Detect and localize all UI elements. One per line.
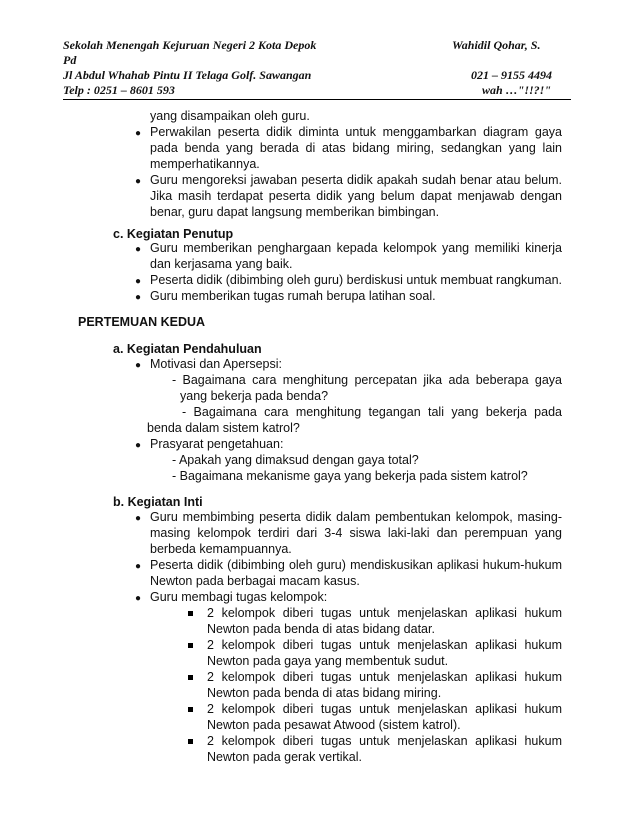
section-heading-intro: a. Kegiatan Pendahuluan	[113, 342, 262, 356]
square-bullet	[188, 675, 193, 680]
list-item: Guru mengoreksi jawaban peserta didik apakah sudah benar atau belum. Jika masih terdapat peserta didik yang belum dapat menjawab dengan benar, guru dapat langsung memberikan bimbingan.	[150, 173, 562, 219]
question-item: - Bagaimana cara menghitung percepatan jika ada beberapa gaya yang bekerja pada benda?	[172, 373, 562, 403]
bullet-dot: ●	[135, 292, 142, 303]
header-phone: 021 – 9155 4494	[471, 68, 552, 82]
list-item: Perwakilan peserta didik diminta untuk menggambarkan diagram gaya pada benda yang berada di atas bidang miring, sedangkan yang lain memperhatikannya.	[150, 125, 562, 171]
square-bullet	[188, 643, 193, 648]
list-item: Guru membagi tugas kelompok:	[150, 590, 328, 604]
square-bullet	[188, 707, 193, 712]
task-item: 2 kelompok diberi tugas untuk menjelaskan aplikasi hukum Newton pada gaya yang membentuk sudut.	[207, 638, 562, 668]
task-item: 2 kelompok diberi tugas untuk menjelaskan aplikasi hukum Newton pada pesawat Atwood (sistem katrol).	[207, 702, 562, 732]
bullet-dot: ●	[135, 513, 142, 524]
prereq-label: Prasyarat pengetahuan:	[150, 437, 284, 451]
bullet-dot: ●	[135, 176, 142, 187]
task-item: 2 kelompok diberi tugas untuk menjelaskan aplikasi hukum Newton pada benda di atas bidang miring.	[207, 670, 562, 700]
square-bullet	[188, 739, 193, 744]
prereq-item: - Bagaimana mekanisme gaya yang bekerja pada sistem katrol?	[172, 469, 528, 483]
bullet-dot: ●	[135, 440, 142, 451]
bullet-dot: ●	[135, 244, 142, 255]
header-telp: Telp : 0251 – 8601 593	[63, 83, 175, 97]
meeting-title: PERTEMUAN KEDUA	[78, 315, 206, 329]
header-address: Jl Abdul Whahab Pintu II Telaga Golf. Sawangan	[63, 68, 312, 82]
list-item: Guru memberikan tugas rumah berupa latihan soal.	[150, 289, 436, 303]
list-item: Peserta didik (dibimbing oleh guru) mendiskusikan aplikasi hukum-hukum Newton pada berbagai macam kasus.	[150, 558, 562, 588]
continuation-line: yang disampaikan oleh guru.	[150, 109, 310, 123]
header-divider	[63, 99, 571, 100]
task-item: 2 kelompok diberi tugas untuk menjelaskan aplikasi hukum Newton pada benda di atas bidang datar.	[207, 606, 562, 636]
section-heading-closing: c. Kegiatan Penutup	[113, 227, 234, 241]
prereq-item: - Apakah yang dimaksud dengan gaya total?	[172, 453, 419, 467]
question-item: - Bagaimana cara menghitung tegangan tali yang bekerja pada benda dalam sistem katrol?	[147, 405, 562, 435]
bullet-dot: ●	[135, 360, 142, 371]
bullet-dot: ●	[135, 561, 142, 572]
header-school: Sekolah Menengah Kejuruan Negeri 2 Kota Depok	[63, 38, 317, 52]
section-heading-core: b. Kegiatan Inti	[113, 495, 203, 509]
bullet-dot: ●	[135, 593, 142, 604]
header-author-suffix: Pd	[63, 53, 77, 67]
task-item: 2 kelompok diberi tugas untuk menjelaskan aplikasi hukum Newton pada gerak vertikal.	[207, 734, 562, 764]
header-wah: wah …"!!?!"	[482, 83, 552, 97]
header-author: Wahidil Qohar, S.	[452, 38, 541, 52]
bullet-dot: ●	[135, 128, 142, 139]
list-item: Guru memberikan penghargaan kepada kelompok yang memiliki kinerja dan kerjasama yang baik.	[150, 241, 562, 271]
motivation-label: Motivasi dan Apersepsi:	[150, 357, 283, 371]
list-item: Guru membimbing peserta didik dalam pembentukan kelompok, masing-masing kelompok terdiri dari 3-4 siswa laki-laki dan perempuan yang berbeda kemampuannya.	[150, 510, 562, 556]
square-bullet	[188, 611, 193, 616]
bullet-dot: ●	[135, 276, 142, 287]
list-item: Peserta didik (dibimbing oleh guru) berdiskusi untuk membuat rangkuman.	[150, 273, 563, 287]
